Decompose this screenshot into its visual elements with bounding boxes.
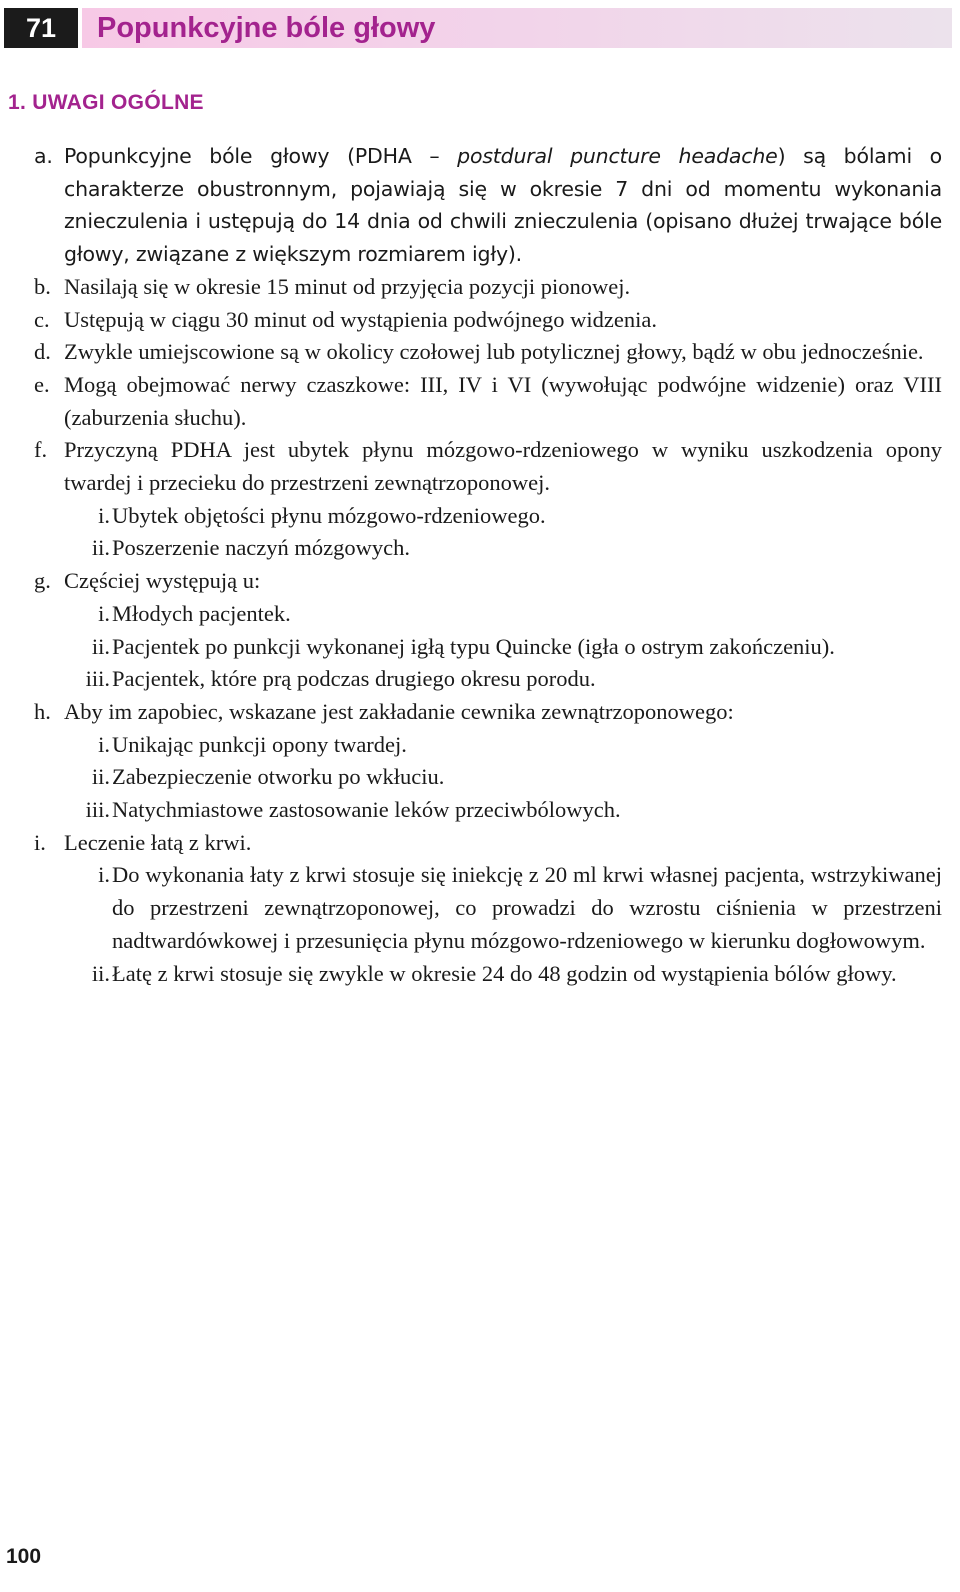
item-text: Do wykonania łaty z krwi stosuje się iniekcję z 20 ml krwi własnej pacjenta, wstrzykiwanej do przestrzeni zewnątrzoponowej, co prowadzi do wzrostu ciśnienia w przestrzeni nadtwardówkowej i przesunięcia płynu mózgowo-rdzeniowego w kierunku dogłowowym. xyxy=(112,862,942,953)
section-heading: 1. UWAGI OGÓLNE xyxy=(8,91,204,114)
list-marker: ii. xyxy=(91,960,110,986)
item-text: Łatę z krwi stosuje się zwykle w okresie 24 do 48 godzin od wystąpienia bólów głowy. xyxy=(112,960,897,986)
sub-item-g-ii xyxy=(0,631,960,664)
item-text: Poszerzenie naczyń mózgowych. xyxy=(112,535,411,561)
item-text: Częściej występują u: xyxy=(64,568,261,594)
chapter-title: Popunkcyjne bóle głowy xyxy=(97,12,436,44)
list-marker: a. xyxy=(34,144,53,168)
list-item-f xyxy=(0,434,960,499)
list-marker: i. xyxy=(98,502,110,528)
chapter-header xyxy=(4,8,952,48)
list-marker: g. xyxy=(34,568,51,594)
list-item-a xyxy=(0,140,960,271)
sub-item-i-i xyxy=(0,859,960,957)
sub-item-g-iii xyxy=(0,663,960,696)
item-text: Zabezpieczenie otworku po wkłuciu. xyxy=(112,764,445,790)
item-text: Ubytek objętości płynu mózgowo-rdzeniowego. xyxy=(112,502,546,528)
list-marker: i. xyxy=(34,829,46,855)
list-item-b xyxy=(0,271,960,304)
item-text: Popunkcyjne bóle głowy (PDHA – xyxy=(64,144,458,168)
item-text: Natychmiastowe zastosowanie leków przeciwbólowych. xyxy=(112,797,621,823)
item-text: Aby im zapobiec, wskazane jest zakładanie cewnika zewnątrzoponowego: xyxy=(64,698,734,724)
sub-item-i-ii xyxy=(0,958,960,991)
list-marker: ii. xyxy=(91,633,110,659)
list-marker: ii. xyxy=(91,535,110,561)
item-text: Młodych pacjentek. xyxy=(112,600,291,626)
list-item-e xyxy=(0,369,960,434)
list-marker: i. xyxy=(98,862,110,888)
list-item-c xyxy=(0,304,960,337)
item-text: Mogą obejmować nerwy czaszkowe: III, IV i VI (wywołując podwójne widzenie) oraz VIII (zaburzenia słuchu). xyxy=(64,371,942,430)
item-text-italic: postdural puncture headache xyxy=(457,144,778,168)
list-marker: iii. xyxy=(85,666,110,692)
item-text: Pacjentek, które prą podczas drugiego okresu porodu. xyxy=(112,666,596,692)
list-marker: ii. xyxy=(91,764,110,790)
item-text: Zwykle umiejscowione są w okolicy czołowej lub potylicznej głowy, bądź w obu jednocześnie. xyxy=(64,339,924,365)
document-body xyxy=(0,140,960,990)
list-marker: d. xyxy=(34,339,51,365)
chapter-number: 71 xyxy=(4,8,78,48)
chapter-title-band xyxy=(82,8,952,48)
sub-item-h-i xyxy=(0,729,960,762)
item-text: ) są bólami o charakterze obustronnym, pojawiają się w okresie 7 dni od momentu wykonania znieczulenia i ustępują do 14 dnia od chwili znieczulenia (opisano dłużej trwające bóle głowy, związane z większym rozmiarem igły). xyxy=(64,144,943,267)
list-marker: c. xyxy=(34,306,50,332)
item-text: Nasilają się w okresie 15 minut od przyjęcia pozycji pionowej. xyxy=(64,273,631,299)
list-marker: f. xyxy=(34,437,48,463)
list-marker: e. xyxy=(34,371,50,397)
list-marker: i. xyxy=(98,600,110,626)
page-number: 100 xyxy=(6,1545,42,1568)
item-text: Leczenie łatą z krwi. xyxy=(64,829,252,855)
list-item-h xyxy=(0,696,960,729)
sub-item-g-i xyxy=(0,598,960,631)
list-marker: i. xyxy=(98,731,110,757)
item-text: Ustępują w ciągu 30 minut od wystąpienia podwójnego widzenia. xyxy=(64,306,657,332)
list-marker: h. xyxy=(34,698,51,724)
item-text: Unikając punkcji opony twardej. xyxy=(112,731,407,757)
list-marker: iii. xyxy=(85,797,110,823)
sub-item-h-iii xyxy=(0,794,960,827)
item-text: Pacjentek po punkcji wykonanej igłą typu Quincke (igła o ostrym zakończeniu). xyxy=(112,633,835,659)
sub-item-h-ii xyxy=(0,761,960,794)
list-marker: b. xyxy=(34,273,51,299)
list-item-d xyxy=(0,336,960,369)
sub-item-f-i xyxy=(0,500,960,533)
list-item-i xyxy=(0,827,960,860)
item-text: Przyczyną PDHA jest ubytek płynu mózgowo-rdzeniowego w wyniku uszkodzenia opony twardej i przecieku do przestrzeni zewnątrzoponowej. xyxy=(64,437,942,496)
list-item-g xyxy=(0,565,960,598)
sub-item-f-ii xyxy=(0,532,960,565)
